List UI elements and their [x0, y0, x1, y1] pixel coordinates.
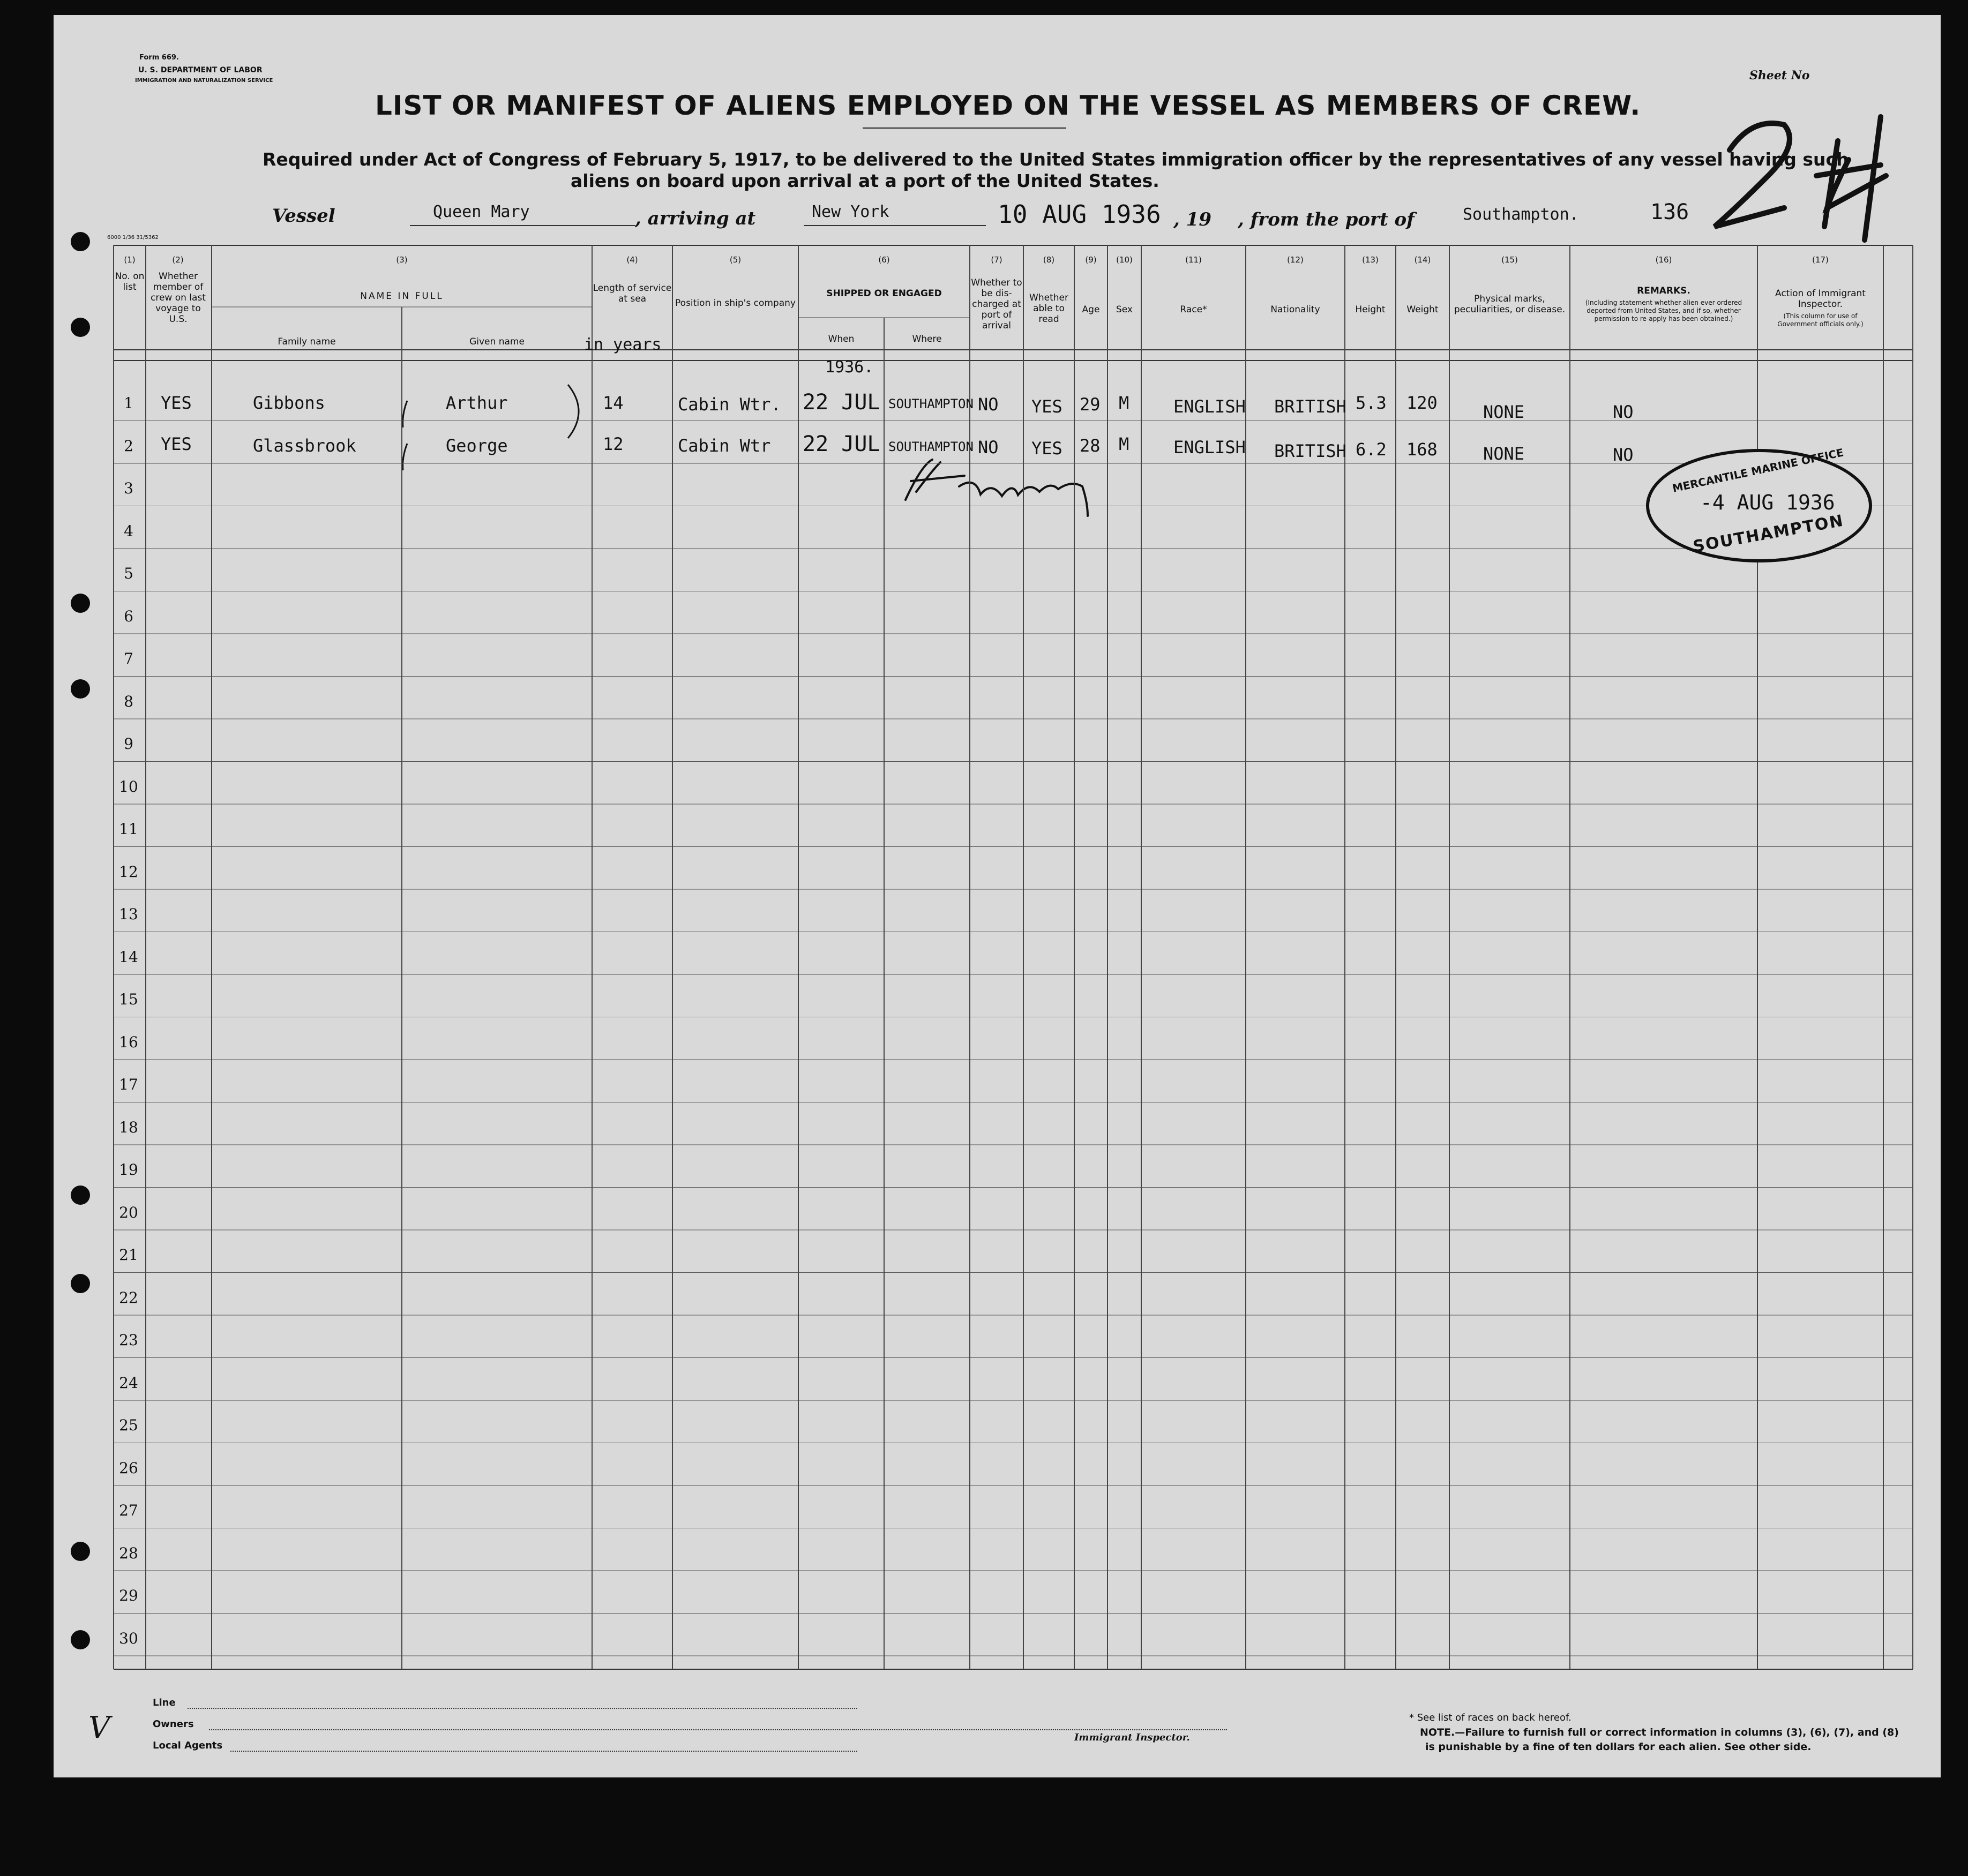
row1-age: 29 [1080, 394, 1101, 415]
row-number: 1 [124, 394, 133, 412]
col-number: (11) [1185, 255, 1202, 265]
penalty-note-1: NOTE.—Failure to furnish full or correct information in columns (3), (6), (7), and (8) [1420, 1727, 1899, 1738]
header-inspector-action: Action of Immigrant Inspector. [1775, 288, 1866, 310]
southampton-stamp [1646, 446, 1872, 562]
voyage-number: 136 [1650, 200, 1689, 224]
row-number: 19 [119, 1161, 138, 1179]
row-number: 3 [124, 479, 133, 497]
row1-last-voyage: YES [161, 393, 192, 413]
year-label: , 19 [1173, 209, 1211, 230]
header-sex: Sex [1116, 304, 1133, 315]
row-number: 10 [119, 777, 138, 796]
row-number: 17 [119, 1076, 138, 1093]
row-number: 7 [124, 650, 133, 667]
row-number: 16 [119, 1033, 138, 1051]
row-number: 12 [119, 862, 138, 881]
row2-discharged: NO [978, 437, 999, 457]
row2-where: SOUTHAMPTON [888, 439, 974, 454]
binder-hole [71, 1274, 90, 1293]
header-name-in-full: NAME IN FULL [360, 291, 444, 302]
header-when: When [828, 334, 855, 344]
row-number: 28 [119, 1544, 138, 1562]
row1-where: SOUTHAMPTON [888, 396, 974, 411]
row-number: 18 [119, 1118, 138, 1136]
row-number: 8 [124, 692, 133, 710]
col-number: (15) [1501, 255, 1518, 265]
stamp-bottom-text: SOUTHAMPTON [1692, 511, 1846, 557]
header-age: Age [1082, 304, 1100, 315]
print-code: 6000 1/36 31/5362 [107, 235, 159, 241]
row2-age: 28 [1080, 436, 1101, 456]
binder-hole [71, 679, 90, 699]
row2-when: 22 JUL [803, 432, 880, 456]
row-number: 2 [124, 437, 133, 455]
header-nationality: Nationality [1270, 304, 1320, 315]
header-length-of-service: Length of service at sea [593, 283, 672, 304]
row1-given-name: Arthur [446, 393, 508, 413]
footer-owners-rule [209, 1729, 857, 1730]
col-number: (2) [172, 255, 184, 265]
footer-line-rule [188, 1708, 857, 1709]
row1-position: Cabin Wtr. [678, 394, 781, 415]
vessel-name: Queen Mary [433, 202, 530, 221]
inspector-note: (This column for use of Government officials only.) [1777, 312, 1864, 328]
header-height: Height [1355, 304, 1386, 315]
header-no-on-list: No. on list [115, 271, 145, 292]
remarks-note: (Including statement whether alien ever ordered deported from United States, and if so, whether permission to re-apply has been obtained.) [1585, 299, 1742, 322]
row2-race: ENGLISH [1173, 437, 1246, 457]
row-number: 30 [119, 1629, 138, 1647]
row-number: 20 [119, 1203, 138, 1221]
row2-read: YES [1031, 438, 1062, 459]
vessel-label: Vessel [272, 205, 335, 227]
header-given-name: Given name [469, 336, 525, 347]
header-where: Where [912, 334, 942, 344]
row2-service: 12 [603, 434, 624, 454]
col-number: (16) [1655, 255, 1672, 265]
col-number: (8) [1043, 255, 1055, 265]
stamp-top-text: MERCANTILE MARINE OFFICE [1671, 446, 1845, 495]
inspector-signature-rule [852, 1729, 1227, 1730]
header-able-to-read: Whether able to read [1029, 292, 1068, 325]
row-number: 26 [119, 1459, 138, 1477]
row-number: 13 [119, 905, 138, 923]
footer-agents-label: Local Agents [153, 1740, 223, 1751]
col-number: (6) [878, 255, 890, 265]
row2-position: Cabin Wtr [678, 436, 771, 456]
arriving-label: , arriving at [635, 208, 756, 229]
row1-height: 5.3 [1356, 393, 1387, 413]
from-port: Southampton. [1463, 205, 1579, 224]
service: IMMIGRATION AND NATURALIZATION SERVICE [135, 78, 273, 84]
binder-hole [71, 594, 90, 613]
footer-agents-rule [230, 1751, 857, 1752]
row2-family-name: Glassbrook [253, 436, 356, 456]
col-number: (1) [124, 255, 136, 265]
row-number: 11 [119, 820, 138, 838]
subtitle-line2: aliens on board upon arrival at a port of the United States. [571, 170, 1159, 191]
row-number: 24 [119, 1374, 138, 1392]
header-physical-marks: Physical marks, peculiarities, or disease. [1454, 294, 1566, 315]
binder-hole [71, 232, 90, 251]
row-number: 22 [119, 1288, 138, 1307]
row-number: 25 [119, 1416, 138, 1434]
header-family-name: Family name [278, 336, 336, 347]
col-number: (3) [396, 255, 408, 265]
header-race: Race* [1180, 304, 1207, 315]
col-number: (17) [1812, 255, 1829, 265]
row2-remarks: NO [1613, 445, 1634, 465]
col-number: (14) [1414, 255, 1431, 265]
row2-given-name: George [446, 436, 508, 456]
row-number: 27 [119, 1502, 138, 1519]
check-mark: V [88, 1710, 110, 1745]
col-number: (10) [1116, 255, 1133, 265]
row1-marks: NONE [1483, 402, 1525, 422]
arriving-port: New York [812, 202, 889, 221]
immigrant-inspector-label: Immigrant Inspector. [1074, 1732, 1190, 1743]
penalty-note-2: is punishable by a fine of ten dollars for each alien. See other side. [1425, 1741, 1812, 1753]
department: U. S. DEPARTMENT OF LABOR [138, 66, 263, 74]
row-number: 21 [119, 1246, 138, 1264]
form-number: Form 669. [139, 54, 179, 62]
row-number: 9 [124, 735, 133, 753]
row1-when: 22 JUL [803, 390, 880, 415]
row2-weight: 168 [1406, 439, 1438, 460]
binder-hole [71, 1542, 90, 1561]
footer-owners-label: Owners [153, 1719, 194, 1730]
header-last-voyage: Whether member of crew on last voyage to U.S. [151, 271, 206, 325]
row1-nationality: BRITISH [1274, 396, 1346, 417]
col-number: (12) [1287, 255, 1304, 265]
header-shipped-engaged: SHIPPED OR ENGAGED [826, 288, 942, 299]
binder-hole [71, 318, 90, 337]
arrival-date-stamp: 10 AUG 1936 [998, 200, 1161, 229]
row2-last-voyage: YES [161, 434, 192, 454]
row-number: 4 [124, 522, 133, 540]
row-number: 29 [119, 1587, 138, 1604]
row2-marks: NONE [1483, 444, 1525, 464]
row2-height: 6.2 [1356, 439, 1387, 460]
row-number: 6 [124, 607, 133, 625]
row-number: 23 [119, 1331, 138, 1349]
row1-service: 14 [603, 393, 624, 413]
footer-line-label: Line [153, 1697, 176, 1708]
row1-sex: M [1119, 393, 1129, 413]
row2-nationality: BRITISH [1274, 441, 1346, 461]
row2-sex: M [1119, 434, 1129, 454]
binder-hole [71, 1630, 90, 1649]
col-number: (9) [1085, 255, 1097, 265]
header-position: Position in ship's company [675, 298, 796, 309]
row-number: 15 [119, 990, 138, 1008]
page-title: LIST OR MANIFEST OF ALIENS EMPLOYED ON THE VESSEL AS MEMBERS OF CREW. [375, 90, 1641, 121]
row-number: 5 [124, 565, 133, 582]
header-weight: Weight [1406, 304, 1439, 315]
row1-family-name: Gibbons [253, 393, 325, 413]
binder-hole [71, 1185, 90, 1205]
col-number: (13) [1362, 255, 1379, 265]
row1-race: ENGLISH [1173, 396, 1246, 417]
subtitle-line1: Required under Act of Congress of February 5, 1917, to be delivered to the United States immigration officer by the representatives of any vessel having such [263, 149, 1849, 170]
header-discharged: Whether to be dis-charged at port of arrival [971, 277, 1022, 331]
col-number: (5) [729, 255, 742, 265]
col-number: (4) [626, 255, 638, 265]
col-number: (7) [991, 255, 1002, 265]
sheet-label: Sheet No [1749, 69, 1810, 82]
row-number: 14 [119, 948, 138, 966]
row1-remarks: NO [1613, 402, 1634, 422]
row1-read: YES [1031, 396, 1062, 417]
manifest-sheet [54, 15, 1941, 1777]
row1-weight: 120 [1406, 393, 1438, 413]
header-remarks: REMARKS. [1637, 286, 1690, 296]
service-in-years: in years [584, 335, 662, 354]
race-note: * See list of races on back hereof. [1409, 1712, 1572, 1723]
stamp-date: -4 AUG 1936 [1700, 491, 1835, 514]
from-label: , from the port of [1238, 209, 1415, 230]
row1-discharged: NO [978, 394, 999, 415]
year-1936: 1936. [825, 358, 874, 377]
